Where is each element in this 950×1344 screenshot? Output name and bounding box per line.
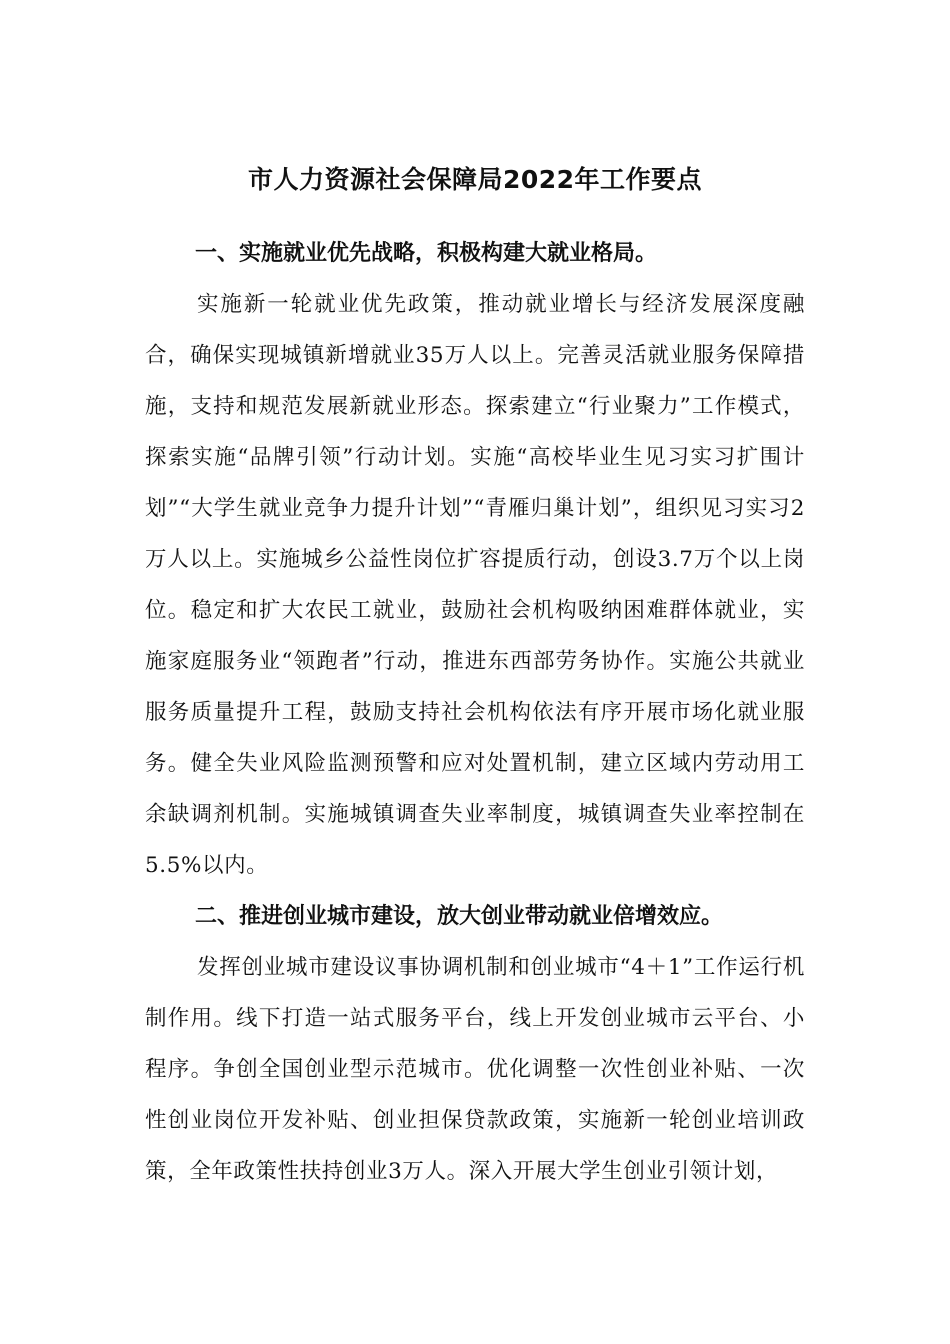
section-paragraph-2: 发挥创业城市建设议事协调机制和创业城市“4＋1”工作运行机制作用。线下打造一站式服务平台，线上开发创业城市云平台、小程序。争创全国创业型示范城市。优化调整一次性创业补贴、一次性创业岗位开发补贴、创业担保贷款政策，实施新一轮创业培训政策，全年政策性扶持创业3万人。深入开展大学生创业引领计划，: [145, 955, 805, 1184]
section-heading-2: 二、推进创业城市建设，放大创业带动就业倍增效应。: [195, 904, 724, 929]
document-title: 市人力资源社会保障局2022年工作要点: [247, 165, 703, 194]
section-heading-1: 一、实施就业优先战略，积极构建大就业格局。: [195, 241, 658, 266]
section-paragraph-1: 实施新一轮就业优先政策，推动就业增长与经济发展深度融合，确保实现城镇新增就业35万人以上。完善灵活就业服务保障措施，支持和规范发展新就业形态。探索建立“行业聚力”工作模式，探索实施“品牌引领”行动计划。实施“高校毕业生见习实习扩围计划”“大学生就业竞争力提升计划”“青雁归巢计划”，组织见习实习2万人以上。实施城乡公益性岗位扩容提质行动，创设3.7万个以上岗位。稳定和扩大农民工就业，鼓励社会机构吸纳困难群体就业，实施家庭服务业“领跑者”行动，推进东西部劳务协作。实施公共就业服务质量提升工程，鼓励支持社会机构依法有序开展市场化就业服务。健全失业风险监测预警和应对处置机制，建立区域内劳动用工余缺调剂机制。实施城镇调查失业率制度，城镇调查失业率控制在5.5%以内。: [145, 292, 805, 878]
document-body: [145, 228, 805, 1197]
